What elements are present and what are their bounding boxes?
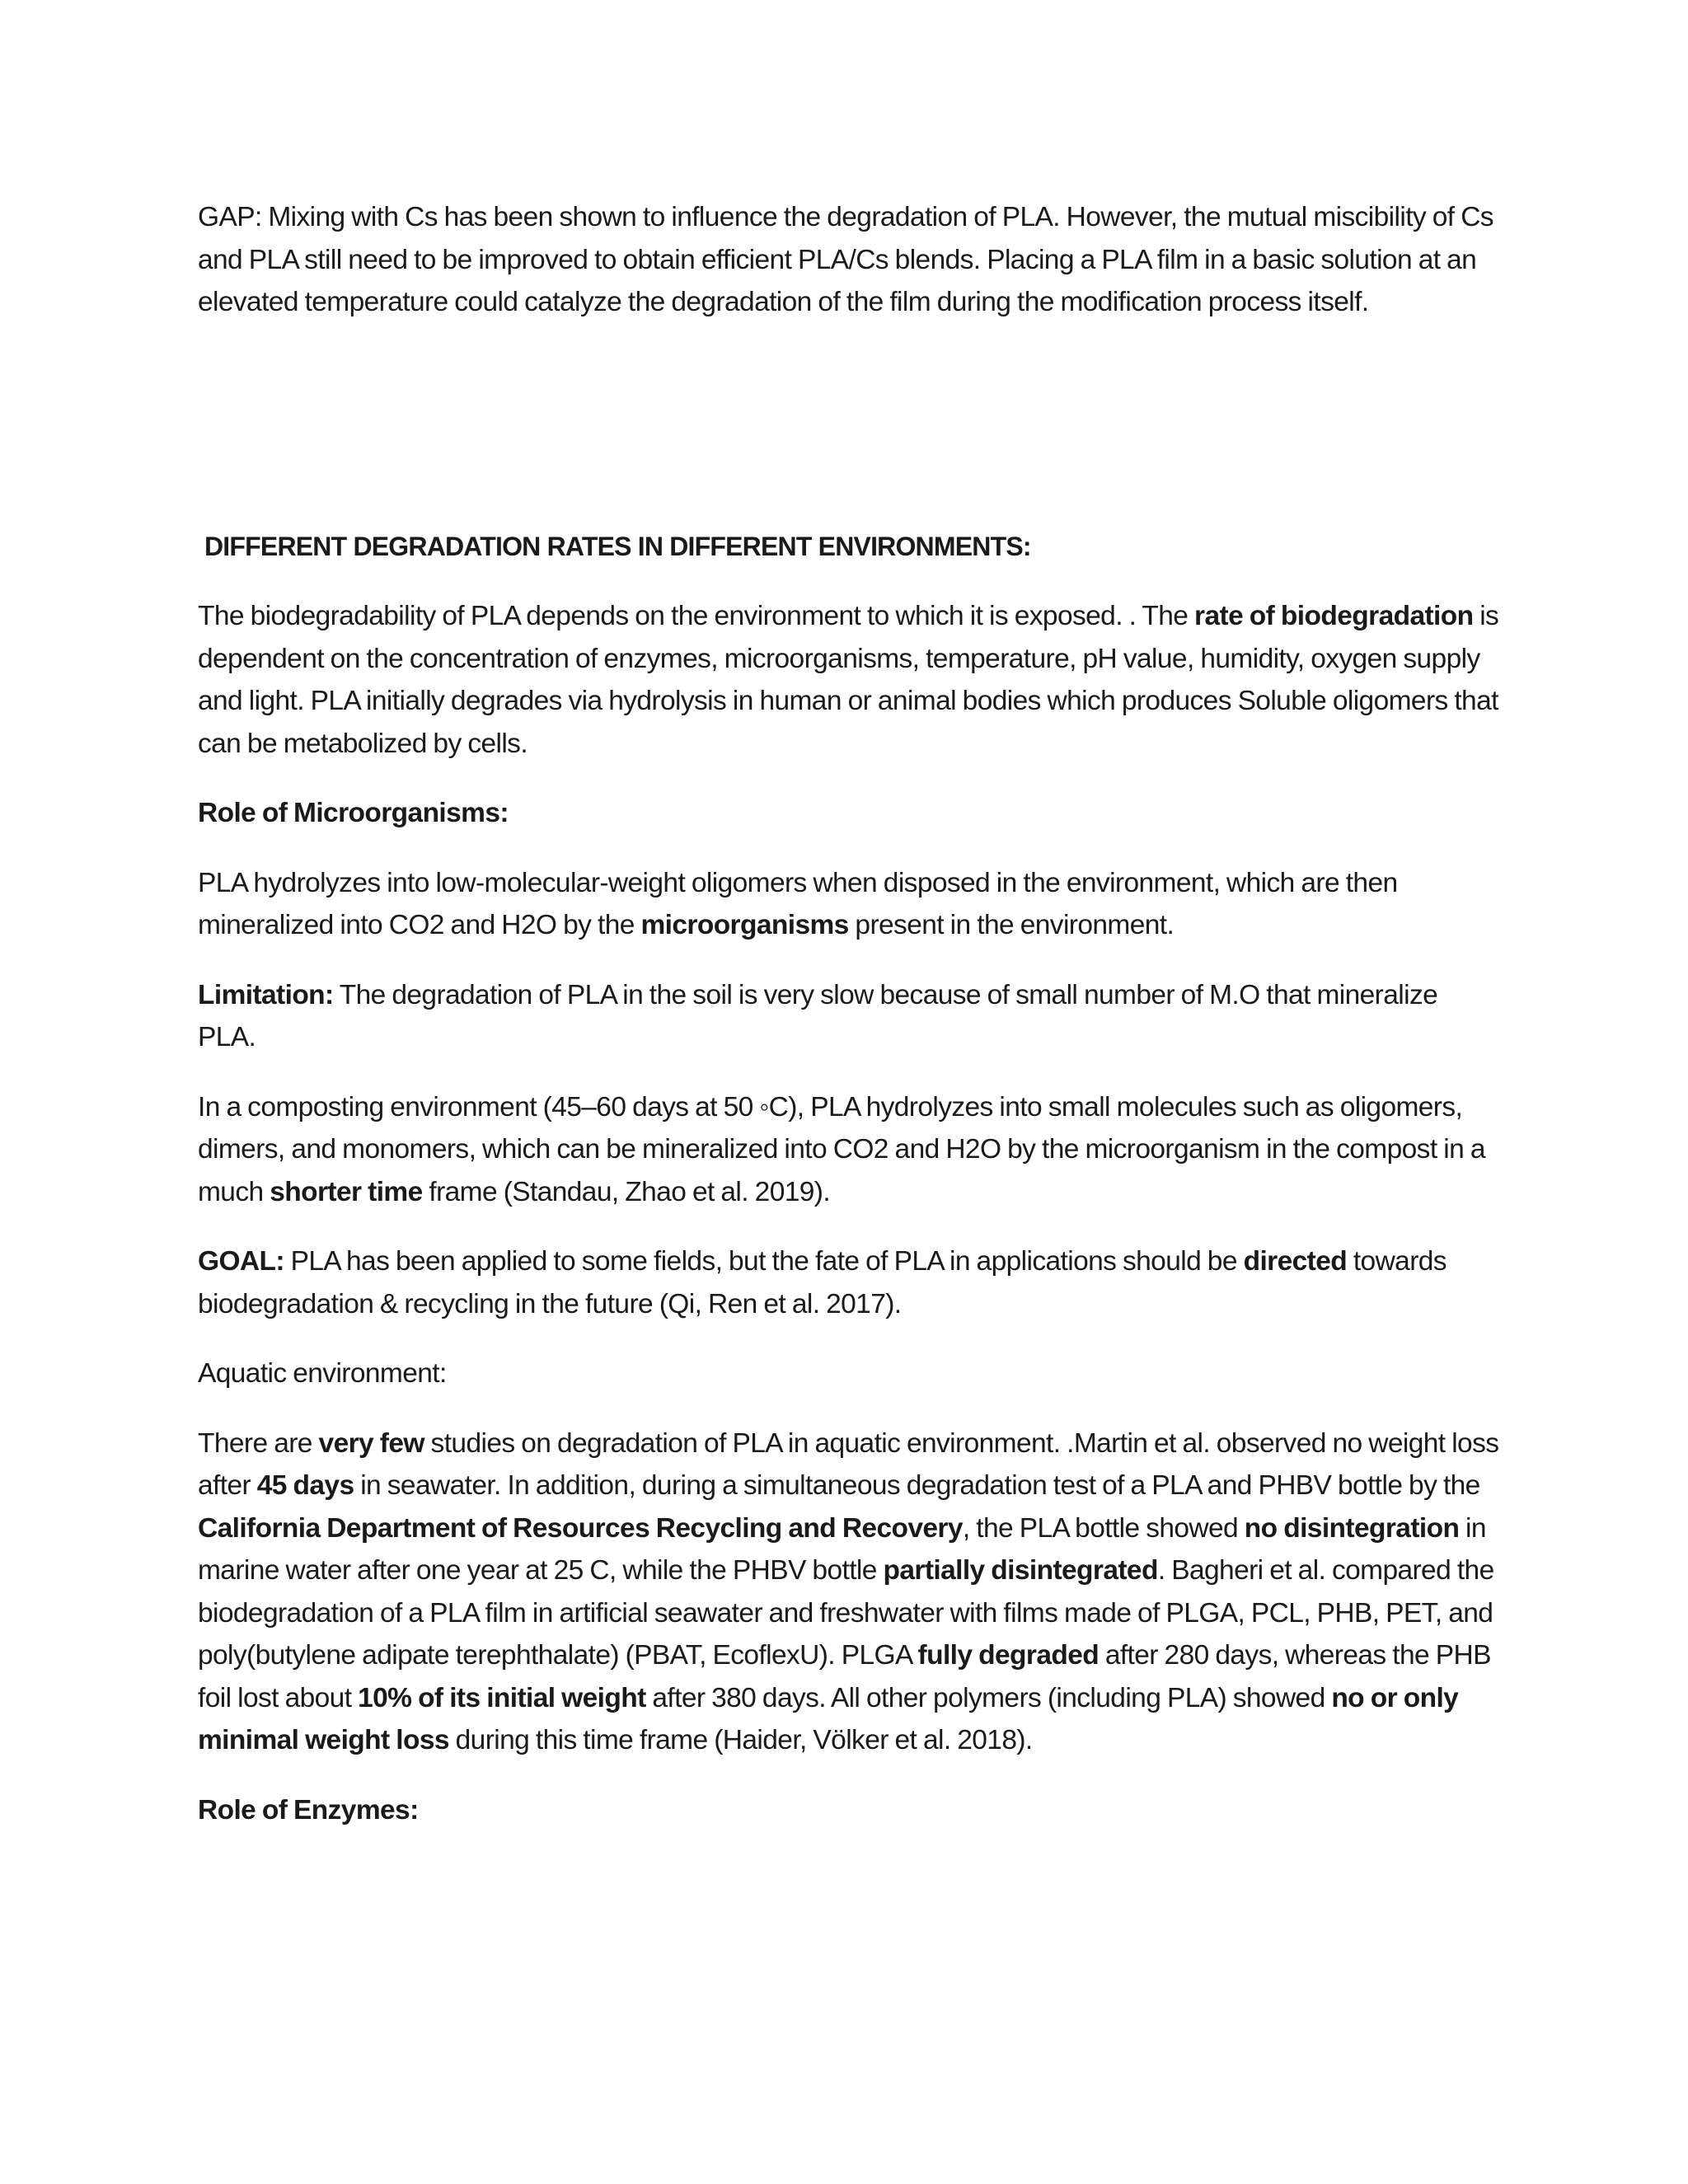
aquatic-paragraph bbox=[198, 1422, 1500, 1762]
gap-label: GAP: bbox=[198, 202, 262, 232]
limitation-paragraph bbox=[198, 974, 1500, 1059]
text-run: towards biodegradation & recycling in the future (Qi, Ren et al. 2017). bbox=[198, 1246, 1447, 1319]
text-run: The biodegradability of PLA depends on the environment to which it is exposed. . The bbox=[198, 601, 1195, 631]
text-run: present in the environment. bbox=[848, 910, 1175, 940]
bold-run: California Department of Resources Recycling and Recovery bbox=[198, 1512, 963, 1544]
text-run: There are bbox=[198, 1427, 319, 1459]
gap-paragraph bbox=[198, 196, 1500, 324]
text-run: studies on degradation of PLA in aquatic environment. .Martin et al. observed no weight loss after bbox=[198, 1427, 1499, 1501]
composting-paragraph bbox=[198, 1086, 1500, 1214]
biodegradability-paragraph bbox=[198, 595, 1500, 765]
bold-run: microorganisms bbox=[640, 910, 849, 940]
gap-text: Mixing with Cs has been shown to influence the degradation of PLA. However, the mutual miscibility of Cs and PLA still need to be improved to obtain efficient PLA/Cs blends. Placing a PLA film in a basic solution at an elevated temperature could catalyze the degradation of the film during the modification process itself. bbox=[198, 202, 1493, 317]
text-run: in seawater. In addition, during a simultaneous degradation test of a PLA and PHBV bottle by the bbox=[354, 1470, 1480, 1501]
microorganisms-paragraph bbox=[198, 862, 1500, 947]
text-run: after 280 days, whereas the PHB foil lost about bbox=[198, 1640, 1491, 1713]
bold-run: partially disintegrated bbox=[883, 1555, 1158, 1586]
bold-run: directed bbox=[1243, 1246, 1348, 1277]
text-run: , the PLA bottle showed bbox=[962, 1512, 1245, 1544]
text-run: after 380 days. All other polymers (including PLA) showed bbox=[645, 1682, 1332, 1713]
bold-run: very few bbox=[318, 1427, 424, 1459]
section-heading-degradation-rates: DIFFERENT DEGRADATION RATES IN DIFFERENT ENVIRONMENTS: bbox=[204, 532, 1031, 561]
text-run: during this time frame (Haider, Völker et al. 2018). bbox=[448, 1725, 1033, 1755]
bold-run: no disintegration bbox=[1244, 1512, 1460, 1544]
text-run: PLA hydrolyzes into low-molecular-weight oligomers when disposed in the environment, which are then mineralized into CO2 and H2O by the bbox=[198, 867, 1398, 940]
bold-run: shorter time bbox=[270, 1176, 423, 1207]
goal-paragraph bbox=[198, 1240, 1500, 1325]
limitation-label: Limitation: bbox=[198, 979, 334, 1010]
text-run: PLA has been applied to some fields, but the fate of PLA in applications should be bbox=[284, 1246, 1244, 1277]
bold-run: fully degraded bbox=[917, 1640, 1100, 1671]
microorganisms-heading: Role of Microorganisms: bbox=[198, 798, 509, 828]
text-run: The degradation of PLA in the soil is very slow because of small number of M.O that mineralize PLA. bbox=[198, 979, 1438, 1052]
text-run: . Bagheri et al. compared the biodegradation of a PLA film in artificial seawater and freshwater with films made of PLGA, PCL, PHB, PET, and poly(butylene adipate terephthalate) (PBAT, EcoflexU). PLGA bbox=[198, 1555, 1494, 1671]
bold-run: no or only minimal weight loss bbox=[198, 1682, 1459, 1755]
text-run: is dependent on the concentration of enzymes, microorganisms, temperature, pH value, humidity, oxygen supply and light. PLA initially degrades via hydrolysis in human or animal bodies which produces Soluble oligomers that can be metabolized by cells. bbox=[198, 601, 1499, 759]
text-run: In a composting environment (45–60 days at 50 ◦C), PLA hydrolyzes into small molecules such as oligomers, dimers, and monomers, which can be mineralized into CO2 and H2O by the microorganism in the compost in a much bbox=[198, 1091, 1485, 1207]
aquatic-heading: Aquatic environment: bbox=[198, 1358, 447, 1389]
enzymes-heading: Role of Enzymes: bbox=[198, 1794, 419, 1825]
text-run: in marine water after one year at 25 C, while the PHBV bottle bbox=[198, 1512, 1486, 1586]
gap-section bbox=[198, 196, 1500, 324]
goal-label: GOAL: bbox=[198, 1246, 284, 1277]
bold-run: 10% of its initial weight bbox=[358, 1682, 646, 1713]
degradation-section bbox=[198, 595, 1500, 1858]
text-run: frame (Standau, Zhao et al. 2019). bbox=[422, 1176, 831, 1207]
bold-run: 45 days bbox=[256, 1470, 354, 1501]
bold-run: rate of biodegradation bbox=[1194, 601, 1474, 631]
